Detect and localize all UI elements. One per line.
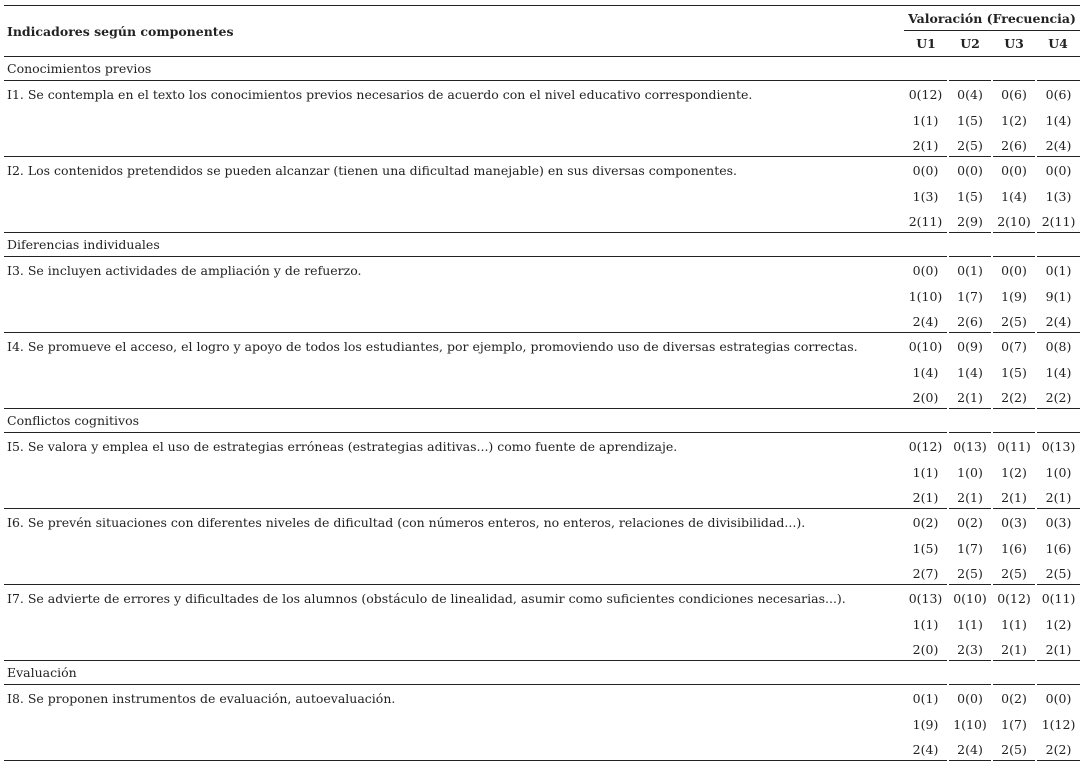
section-row [4,233,1080,257]
frequency-cell-u3 [992,685,1036,761]
frequency-cell-u3 [992,157,1036,233]
frequency-value: 2(3) [957,642,983,657]
frequency-value: 2(6) [957,314,983,329]
frequency-value: 1(4) [957,364,983,380]
frequency-value: 0(2) [912,515,939,530]
frequency-value: 2(5) [957,566,983,581]
frequency-value: 2(1) [1045,490,1072,505]
frequency-cell-u1 [904,685,948,761]
frequency-cell-u4 [1036,333,1080,409]
frequency-cell-u2 [948,333,992,409]
frequency-cell-u2 [948,433,992,509]
frequency-cell-u4 [1036,157,1080,233]
frequency-value: 0(1) [957,263,983,278]
frequency-value: 1(6) [1001,540,1027,556]
frequency-value: 0(0) [912,163,939,178]
frequency-value: 0(13) [1041,439,1076,454]
frequency-value: 1(5) [1001,364,1027,380]
frequency-value: 0(8) [1045,339,1072,354]
frequency-value: 0(4) [957,87,983,102]
frequency-value: 2(1) [1001,490,1027,505]
frequency-value: 1(0) [957,464,983,480]
unit-header-u4: U4 [1036,31,1080,57]
frequency-cell-u4 [1036,585,1080,661]
frequency-value: 0(2) [1001,691,1027,706]
indicator-row [4,585,1080,661]
frequency-cell-u4 [1036,509,1080,585]
frequency-value: 0(3) [1001,515,1027,530]
frequency-value: 0(0) [1045,163,1072,178]
frequency-cell-u2 [948,157,992,233]
indicator-row [4,509,1080,585]
unit-header-u3: U3 [992,31,1036,57]
frequency-value: 0(0) [957,691,983,706]
frequency-value: 0(12) [997,591,1031,606]
frequency-value: 2(5) [1045,566,1072,581]
frequency-cell-u1 [904,157,948,233]
frequency-value: 1(0) [1045,464,1072,480]
frequency-value: 2(1) [1001,642,1027,657]
frequency-value: 1(5) [957,112,983,128]
indicator-row [4,257,1080,333]
frequency-value: 1(9) [912,716,939,732]
indicator-row [4,433,1080,509]
frequency-value: 1(12) [1041,716,1076,732]
frequency-value: 2(4) [1045,138,1072,153]
frequency-value: 1(4) [1045,112,1072,128]
frequency-cell-u3 [992,81,1036,157]
frequency-value: 2(0) [912,642,939,657]
frequency-value: 1(7) [957,540,983,556]
frequency-value: 1(9) [1001,288,1027,304]
frequency-value: 1(7) [957,288,983,304]
frequency-cell-u2 [948,257,992,333]
section-row [4,57,1080,81]
frequency-value: 2(1) [1045,642,1072,657]
indicator-text: I2. Los contenidos pretendidos se pueden alcanzar (tienen una dificultad manejable) en sus diversas componentes. [4,157,904,233]
indicator-text: I4. Se promueve el acceso, el logro y apoyo de todos los estudiantes, por ejemplo, promoviendo uso de diversas estrategias correctas. [4,333,904,409]
table-body [4,57,1080,761]
frequency-value: 1(4) [912,364,939,380]
frequency-cell-u1 [904,509,948,585]
frequency-value: 0(0) [1001,263,1027,278]
frequency-cell-u1 [904,257,948,333]
frequency-cell-u1 [904,81,948,157]
frequency-value: 2(11) [1041,214,1076,229]
frequency-value: 2(2) [1001,390,1027,405]
frequency-value: 2(5) [1001,314,1027,329]
frequency-value: 0(0) [957,163,983,178]
frequency-value: 2(2) [1045,390,1072,405]
frequency-value: 0(12) [908,439,943,454]
frequency-value: 1(3) [1045,188,1072,204]
frequency-value: 2(4) [957,742,983,757]
frequency-cell-u4 [1036,433,1080,509]
frequency-value: 2(0) [912,390,939,405]
indicator-text: I7. Se advierte de errores y dificultades de los alumnos (obstáculo de linealidad, asumir como suficientes condiciones necesarias...). [4,585,904,661]
frequency-value: 2(5) [1001,742,1027,757]
frequency-value: 0(12) [908,87,943,102]
indicator-row [4,685,1080,761]
frequency-value: 1(6) [1045,540,1072,556]
frequency-cell-u4 [1036,685,1080,761]
section-title: Conocimientos previos [4,57,1080,81]
frequency-value: 1(2) [1001,464,1027,480]
frequency-value: 1(10) [908,288,943,304]
frequency-value: 1(1) [957,616,983,632]
frequency-value: 2(1) [912,138,939,153]
section-title: Diferencias individuales [4,233,1080,257]
frequency-cell-u1 [904,585,948,661]
frequency-value: 0(1) [1045,263,1072,278]
unit-header-u1: U1 [904,31,948,57]
table-header [4,6,1080,57]
table-container [4,5,1080,761]
frequency-cell-u3 [992,257,1036,333]
frequency-value: 1(10) [953,716,987,732]
frequency-value: 1(1) [912,112,939,128]
frequency-value: 1(4) [1045,364,1072,380]
frequency-value: 1(2) [1045,616,1072,632]
frequency-value: 2(4) [1045,314,1072,329]
indicator-row [4,81,1080,157]
section-title: Conflictos cognitivos [4,409,1080,433]
unit-header-u2: U2 [948,31,992,57]
frequency-value: 0(6) [1001,87,1027,102]
frequency-value: 0(0) [1001,163,1027,178]
indicator-text: I1. Se contempla en el texto los conocimientos previos necesarios de acuerdo con el nivel educativo correspondiente. [4,81,904,157]
frequency-value: 1(3) [912,188,939,204]
frequency-value: 0(1) [912,691,939,706]
frequency-value: 2(11) [908,214,943,229]
frequency-value: 0(2) [957,515,983,530]
frequency-cell-u1 [904,333,948,409]
frequency-value: 1(5) [957,188,983,204]
frequency-value: 1(7) [1001,716,1027,732]
frequency-value: 2(6) [1001,138,1027,153]
frequency-value: 0(0) [912,263,939,278]
frequency-value: 1(1) [912,616,939,632]
indicator-row [4,333,1080,409]
frequency-cell-u2 [948,685,992,761]
section-title: Evaluación [4,661,1080,685]
frequency-value: 0(10) [953,591,987,606]
indicator-text: I5. Se valora y emplea el uso de estrategias erróneas (estrategias aditivas...) como fuente de aprendizaje. [4,433,904,509]
frequency-cell-u1 [904,433,948,509]
indicator-text: I6. Se prevén situaciones con diferentes niveles de dificultad (con números enteros, no enteros, relaciones de divisibilidad...). [4,509,904,585]
frequency-cell-u3 [992,585,1036,661]
indicator-text: I3. Se incluyen actividades de ampliación y de refuerzo. [4,257,904,333]
frequency-value: 2(4) [912,742,939,757]
frequency-value: 9(1) [1045,288,1072,304]
frequency-value: 2(9) [957,214,983,229]
frequency-value: 0(13) [908,591,943,606]
frequency-value: 2(2) [1045,742,1072,757]
frequency-value: 2(1) [912,490,939,505]
frequency-value: 1(1) [912,464,939,480]
frequency-value: 1(4) [1001,188,1027,204]
frequency-value: 0(11) [1041,591,1076,606]
indicators-table [4,5,1080,761]
frequency-value: 0(6) [1045,87,1072,102]
frequency-value: 0(13) [953,439,987,454]
frequency-value: 0(11) [997,439,1031,454]
indicator-text: I8. Se proponen instrumentos de evaluación, autoevaluación. [4,685,904,761]
frequency-value: 1(5) [912,540,939,556]
frequency-value: 2(10) [997,214,1031,229]
frequency-value: 2(5) [957,138,983,153]
indicator-row [4,157,1080,233]
frequency-value: 0(7) [1001,339,1027,354]
indicators-header: Indicadores según componentes [4,6,904,57]
frequency-cell-u2 [948,585,992,661]
frequency-value: 0(0) [1045,691,1072,706]
frequency-value: 2(1) [957,390,983,405]
frequency-value: 2(4) [912,314,939,329]
frequency-cell-u4 [1036,257,1080,333]
frequency-value: 1(2) [1001,112,1027,128]
frequency-value: 2(7) [912,566,939,581]
frequency-value: 2(1) [957,490,983,505]
section-row [4,661,1080,685]
valuation-header: Valoración (Frecuencia) [904,6,1080,31]
section-row [4,409,1080,433]
frequency-value: 1(1) [1001,616,1027,632]
frequency-value: 2(5) [1001,566,1027,581]
frequency-cell-u3 [992,509,1036,585]
frequency-value: 0(3) [1045,515,1072,530]
frequency-value: 0(9) [957,339,983,354]
frequency-cell-u2 [948,81,992,157]
frequency-value: 0(10) [908,339,943,354]
frequency-cell-u3 [992,333,1036,409]
frequency-cell-u2 [948,509,992,585]
frequency-cell-u3 [992,433,1036,509]
frequency-cell-u4 [1036,81,1080,157]
